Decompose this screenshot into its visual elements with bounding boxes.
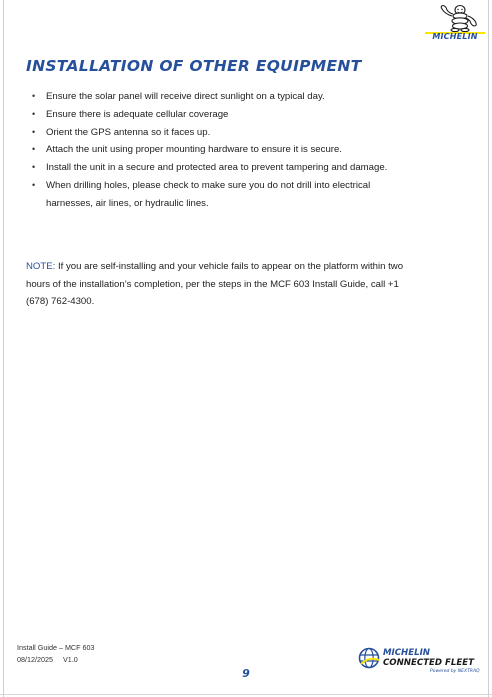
page-title: INSTALLATION OF OTHER EQUIPMENT bbox=[26, 57, 362, 75]
document-date: 08/12/2025 bbox=[17, 655, 53, 664]
michelin-man-icon bbox=[432, 4, 482, 32]
logo-wordmark: MICHELIN bbox=[432, 32, 478, 41]
document-version: V1.0 bbox=[62, 655, 78, 664]
page-edge-left bbox=[3, 0, 4, 697]
note-label: NOTE: bbox=[26, 261, 56, 272]
brand-line-michelin: MICHELIN bbox=[383, 648, 430, 658]
note-text: If you are self-installing and your vehicle fails to appear on the platform within two hours of the installation’s completion, per the steps in the MCF 603 Install Guide, call +1 (678) 762-4300. bbox=[26, 261, 404, 308]
list-item: • Install the unit in a secure and protected area to prevent tampering and damage. bbox=[32, 159, 412, 177]
globe-icon bbox=[358, 647, 380, 669]
document-name: Install Guide – MCF 603 bbox=[17, 643, 95, 652]
list-item: • Ensure there is adequate cellular coverage bbox=[32, 106, 412, 124]
page-edge-right bbox=[488, 0, 489, 697]
page-number: 9 bbox=[242, 667, 250, 680]
brand-line-connected-fleet: CONNECTED FLEET bbox=[383, 658, 474, 668]
list-item: • Attach the unit using proper mounting hardware to ensure it is secure. bbox=[32, 141, 412, 159]
note-paragraph bbox=[26, 258, 416, 311]
document-info bbox=[17, 642, 95, 666]
michelin-logo bbox=[424, 4, 486, 44]
requirements-list bbox=[32, 88, 412, 213]
page-edge-bottom bbox=[0, 694, 492, 695]
list-item: • When drilling holes, please check to make sure you do not drill into electrical harnesses, air lines, or hydraulic lines. bbox=[32, 177, 412, 213]
list-item: • Orient the GPS antenna so it faces up. bbox=[32, 124, 412, 142]
connected-fleet-logo bbox=[358, 645, 492, 679]
brand-line-powered-by: Powered by NEXTRAQ bbox=[430, 669, 480, 674]
list-item: • Ensure the solar panel will receive direct sunlight on a typical day. bbox=[32, 88, 412, 106]
